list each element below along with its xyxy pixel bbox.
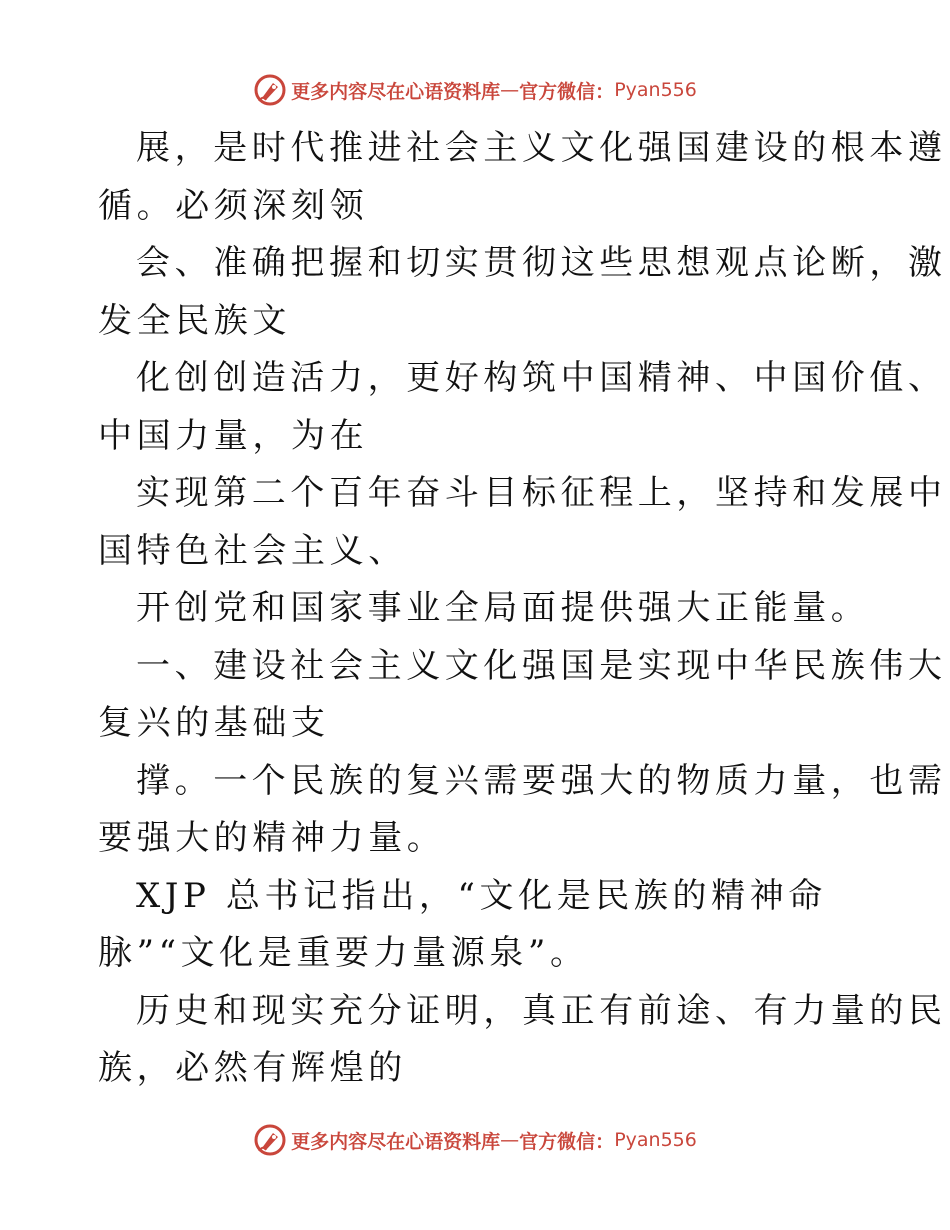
watermark-brand: 更多内容尽在心语资料库: [291, 80, 501, 103]
text-line: 展，是时代推进社会主义文化强国建设的根本遵: [136, 128, 947, 168]
text-line: 循。必须深刻领: [98, 185, 369, 226]
text-line: 国特色社会主义、: [98, 530, 407, 571]
text-line: 要强大的精神力量。: [98, 818, 446, 858]
text-line: 复兴的基础支: [98, 703, 330, 743]
watermark-brand: 更多内容尽在心语资料库: [291, 1130, 501, 1153]
body-text: [98, 120, 947, 1098]
footer-watermark: [0, 1120, 950, 1160]
pen-nib-logo-icon: [253, 73, 287, 107]
text-line: 发全民族文: [98, 300, 291, 341]
text-line: 化创创造活力，更好构筑中国精神、中国价值、: [136, 358, 947, 398]
watermark-separator: —: [500, 79, 520, 101]
text-line: 一、建设社会主义文化强国是实现中华民族伟大: [136, 645, 947, 686]
watermark-wechat-id: Pyan556: [614, 1129, 697, 1151]
text-line: 实现第二个百年奋斗目标征程上，坚持和发展中: [136, 473, 947, 513]
text-line: 历史和现实充分证明，真正有前途、有力量的民: [136, 990, 947, 1031]
text-line: 开创党和国家事业全局面提供强大正能量。: [136, 588, 870, 628]
text-line: 族，必然有辉煌的: [98, 1048, 407, 1088]
header-watermark: [0, 70, 950, 110]
text-line: 脉”“文化是重要力量源泉”。: [98, 933, 589, 973]
pen-nib-logo-icon: [253, 1123, 287, 1157]
watermark-wechat-id: Pyan556: [614, 79, 697, 101]
text-line: 会、准确把握和切实贯彻这些思想观点论断，激: [136, 243, 947, 283]
text-line: XJP 总书记指出，“文化是民族的精神命: [136, 875, 827, 916]
text-line: 撑。一个民族的复兴需要强大的物质力量，也需: [136, 760, 947, 801]
watermark-wechat-label: 官方微信：: [519, 80, 615, 103]
watermark-wechat-label: 官方微信：: [519, 1130, 615, 1153]
text-line: 中国力量，为在: [98, 415, 369, 456]
watermark-separator: —: [500, 1129, 520, 1151]
